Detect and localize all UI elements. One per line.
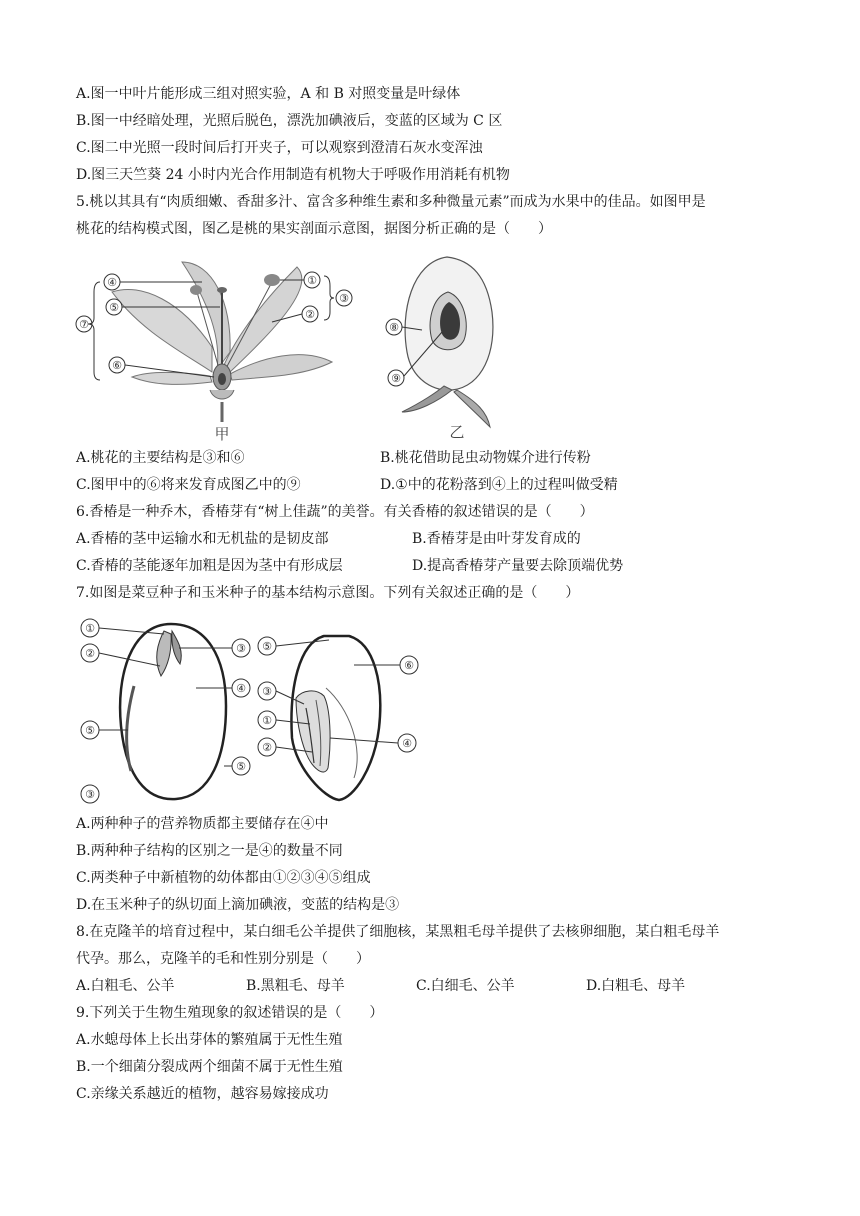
- bean-seed-figure: [76, 616, 261, 806]
- corn-label-1: ①: [262, 714, 272, 727]
- flower-label-2: ②: [305, 308, 315, 321]
- bean-label-5b: ⑤: [236, 760, 246, 773]
- q4-option-c: C.图二中光照一段时间后打开夹子，可以观察到澄清石灰水变浑浊: [76, 140, 483, 156]
- q7-option-d: D.在玉米种子的纵切面上滴加碘液，变蓝的结构是③: [76, 897, 400, 913]
- q8-stem-line2: 代孕。那么，克隆羊的毛和性别分别是（ ）: [76, 951, 370, 967]
- q8-option-c: C.白细毛、公羊: [416, 978, 515, 994]
- q8-stem-line1: 8.在克隆羊的培育过程中，某白细毛公羊提供了细胞核，某黑粗毛母羊提供了去核卵细胞，某白粗毛母羊: [76, 924, 720, 940]
- q8-option-a: A.白粗毛、公羊: [76, 978, 175, 994]
- corn-label-3: ③: [262, 685, 272, 698]
- q5-option-a: A.桃花的主要结构是③和⑥: [76, 450, 245, 466]
- q9-option-a: A.水螅母体上长出芽体的繁殖属于无性生殖: [76, 1032, 343, 1048]
- q5-option-d: D.①中的花粉落到④上的过程叫做受精: [380, 477, 618, 493]
- q4-option-b: B.图一中经暗处理，光照后脱色，漂洗加碘液后，变蓝的区域为 C 区: [76, 113, 503, 129]
- q5-stem-line1: 5.桃以其具有“肉质细嫩、香甜多汁、富含多种维生素和多种微量元素”而成为水果中的佳品。如图甲是: [76, 194, 706, 210]
- peach-fruit-figure: [382, 252, 512, 442]
- q6-option-b: B.香椿芽是由叶芽发育成的: [412, 531, 581, 547]
- q8-option-b: B.黑粗毛、母羊: [246, 978, 345, 994]
- peach-flower-figure: [72, 252, 362, 442]
- q6-option-c: C.香椿的茎能逐年加粗是因为茎中有形成层: [76, 558, 343, 574]
- q9-stem: 9.下列关于生物生殖现象的叙述错误的是（ ）: [76, 1005, 384, 1021]
- q7-option-b: B.两种种子结构的区别之一是④的数量不同: [76, 843, 343, 859]
- bean-label-3: ③: [236, 642, 246, 655]
- flower-label-3: ③: [339, 292, 349, 305]
- q4-option-d: D.图三天竺葵 24 小时内光合作用制造有机物大于呼吸作用消耗有机物: [76, 167, 510, 183]
- corn-label-4: ④: [402, 737, 412, 750]
- bean-label-5a: ⑤: [85, 724, 95, 737]
- q4-option-a: A.图一中叶片能形成三组对照实验，A 和 B 对照变量是叶绿体: [76, 86, 461, 102]
- figure-caption-jia: 甲: [214, 425, 230, 442]
- corn-label-2: ②: [262, 741, 272, 754]
- q7-option-c: C.两类种子中新植物的幼体都由①②③④⑤组成: [76, 870, 371, 886]
- corn-label-5: ⑤: [262, 640, 272, 653]
- q6-option-d: D.提高香椿芽产量要去除顶端优势: [412, 558, 624, 574]
- q6-stem: 6.香椿是一种乔木，香椿芽有“树上佳蔬”的美誉。有关香椿的叙述错误的是（ ）: [76, 504, 594, 520]
- q7-stem: 7.如图是菜豆种子和玉米种子的基本结构示意图。下列有关叙述正确的是（ ）: [76, 585, 580, 601]
- figure-caption-yi: 乙: [449, 423, 465, 441]
- q8-option-d: D.白粗毛、母羊: [586, 978, 686, 994]
- bean-label-4: ④: [236, 682, 246, 695]
- corn-label-6: ⑥: [404, 659, 414, 672]
- flower-label-4: ④: [107, 276, 117, 289]
- flower-label-5: ⑤: [109, 301, 119, 314]
- bean-label-1: ①: [85, 622, 95, 635]
- corn-seed-figure: [254, 628, 424, 808]
- q9-option-c: C.亲缘关系越近的植物，越容易嫁接成功: [76, 1086, 329, 1102]
- q6-option-a: A.香椿的茎中运输水和无机盐的是韧皮部: [76, 531, 329, 547]
- fruit-label-9: ⑨: [391, 372, 401, 385]
- flower-label-6: ⑥: [112, 359, 122, 372]
- q9-option-b: B.一个细菌分裂成两个细菌不属于无性生殖: [76, 1059, 343, 1075]
- q7-option-a: A.两种种子的营养物质都主要储存在④中: [76, 816, 329, 832]
- bean-label-3b: ③: [85, 788, 95, 801]
- fruit-label-8: ⑧: [389, 321, 399, 334]
- q5-stem-line2: 桃花的结构模式图，图乙是桃的果实剖面示意图，据图分析正确的是（ ）: [76, 221, 552, 237]
- flower-label-1: ①: [307, 274, 317, 287]
- bean-label-2: ②: [85, 647, 95, 660]
- q5-option-c: C.图甲中的⑥将来发育成图乙中的⑨: [76, 477, 301, 493]
- q5-option-b: B.桃花借助昆虫动物媒介进行传粉: [380, 450, 591, 466]
- flower-label-7: ⑦: [79, 318, 89, 331]
